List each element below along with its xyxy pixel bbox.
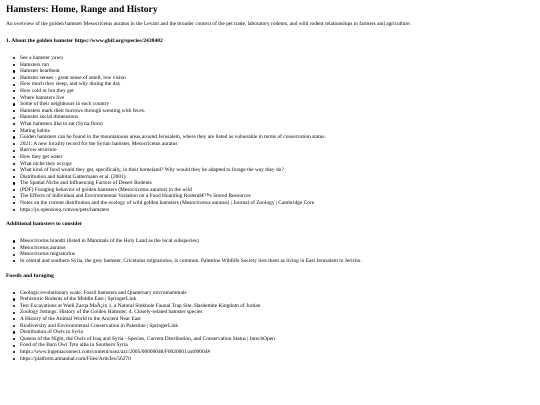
list-item: Hamster heartbeat bbox=[20, 68, 534, 75]
section-heading-about: 1. About the golden hamster https://www.gbif.org/species/2438482 bbox=[6, 38, 163, 44]
list-item: Golden hamsters can be found in the mountainous areas around Jerusalem, where they are listed as vulnerable in terms of conservation status. bbox=[20, 134, 534, 141]
list-item: Queens of the Night, the Owls of Iraq and Syria - Species, Current Distribution, and Conservation Status | IntechOpen bbox=[20, 336, 534, 343]
list-item: Food of the Barn Owl Tyto alba in Southern Syria bbox=[20, 342, 534, 349]
list-item: Distribution of Owls in Syria bbox=[20, 329, 534, 336]
list-item: Mating habits bbox=[20, 128, 534, 135]
list-item: Hamsters run bbox=[20, 62, 534, 69]
list-item: How cold or hot they get bbox=[20, 88, 534, 95]
list-item: Mesocricetus auratus bbox=[20, 245, 534, 252]
list-item: Hamsters mark their burrows through scenting with feces. bbox=[20, 108, 534, 115]
about-list bbox=[6, 55, 534, 213]
list-item: A History of the Animal World in the Ancient Near East bbox=[20, 316, 534, 323]
list-item: https://jo.opensooq.com/en/pets/hamsters bbox=[20, 207, 534, 214]
list-item: Prehistoric Rodents of the Middle East | SpringerLink bbox=[20, 296, 534, 303]
section-heading-fossils: Fossils and foraging bbox=[6, 272, 54, 279]
section-heading-additional: Additional hamsters to consider bbox=[6, 221, 83, 228]
list-item: Distribution and habitat Gattermann et al. (2001) bbox=[20, 174, 534, 181]
list-item: The Effects of Individual and Environmental Variation on a Food Hoarding Rodentâ€™s Stored Resources bbox=[20, 193, 534, 200]
list-item: What hamsters like to eat (Syria flora) bbox=[20, 121, 534, 128]
list-item: Where hamsters live bbox=[20, 95, 534, 102]
list-item: Zoology Jottings: History of the Golden Hamster; 4. Closely-related hamster species bbox=[20, 309, 534, 316]
list-item: In central and southern Syria, the grey hamster, Cricetulus migratorius, is common. Palestine Wildlife Society lists them as living in East Jerusalem to Jericho. bbox=[20, 258, 534, 265]
list-item: (PDF) Foraging behavior of golden hamsters (Mesocricetus auratus) in the wild bbox=[20, 187, 534, 194]
list-item: Hamster social dimensions bbox=[20, 114, 534, 121]
list-item: Some of their neighbours in each country bbox=[20, 101, 534, 108]
list-item: Notes on the current distribution and the ecology of wild golden hamsters (Mesocricetus auratus) | Journal of Zoology | Cambridge Core bbox=[20, 200, 534, 207]
additional-hamsters-list bbox=[6, 238, 534, 264]
list-item: The Spatial Niche and Influencing Factors of Desert Rodents bbox=[20, 180, 534, 187]
list-item: Test Excavations at Wadi Zarqa MaÃ¿in 1, a Natural Sinkhole Faunal Trap Site, Hashemite Kingdom of Jordan bbox=[20, 303, 534, 310]
intro-paragraph: An overview of the golden hamster Mesocricetus auratus in the Levant and the broader context of the pet trade, laboratory rodents, and wild rodent relationships to farmers and agriculture. bbox=[6, 21, 411, 27]
list-item: See a hamster yawn bbox=[20, 55, 534, 62]
list-item: How much they sleep, and why during the day bbox=[20, 81, 534, 88]
list-item: Mesocricetus brandti (listed in Mammals of the Holy Land as the local subspecies) bbox=[20, 238, 534, 245]
list-item: Hamster senses - great sense of smell, low vision bbox=[20, 75, 534, 82]
list-item: What kind of food would they get, specifically, in their homeland? Why would they be adapted to forage the way they do? bbox=[20, 167, 534, 174]
list-item: How they get water bbox=[20, 154, 534, 161]
list-item: 2021: A new locality record for the Syrian hamster, Mesocricetus auratus bbox=[20, 141, 534, 148]
list-item: https://www.ingentaconnect.com/content/usez/azc/2005/00000048/F0020001/art00004# bbox=[20, 349, 534, 356]
fossils-list bbox=[6, 290, 534, 363]
list-item: What niche they occupy bbox=[20, 161, 534, 168]
list-item: Mesocricetus migratorius bbox=[20, 251, 534, 258]
list-item: Biodiversity and Environmental Conservation in Palestine | SpringerLink bbox=[20, 323, 534, 330]
list-item: https://platform.almanhal.com/Files/Articles/56270 bbox=[20, 356, 534, 363]
page-title: Hamsters: Home, Range and History bbox=[6, 4, 158, 15]
document-page bbox=[6, 4, 534, 370]
list-item: Geologic/evolutionary scale: Fossil hamsters and Quaternary micromammals bbox=[20, 290, 534, 297]
list-item: Burrow structure bbox=[20, 147, 534, 154]
